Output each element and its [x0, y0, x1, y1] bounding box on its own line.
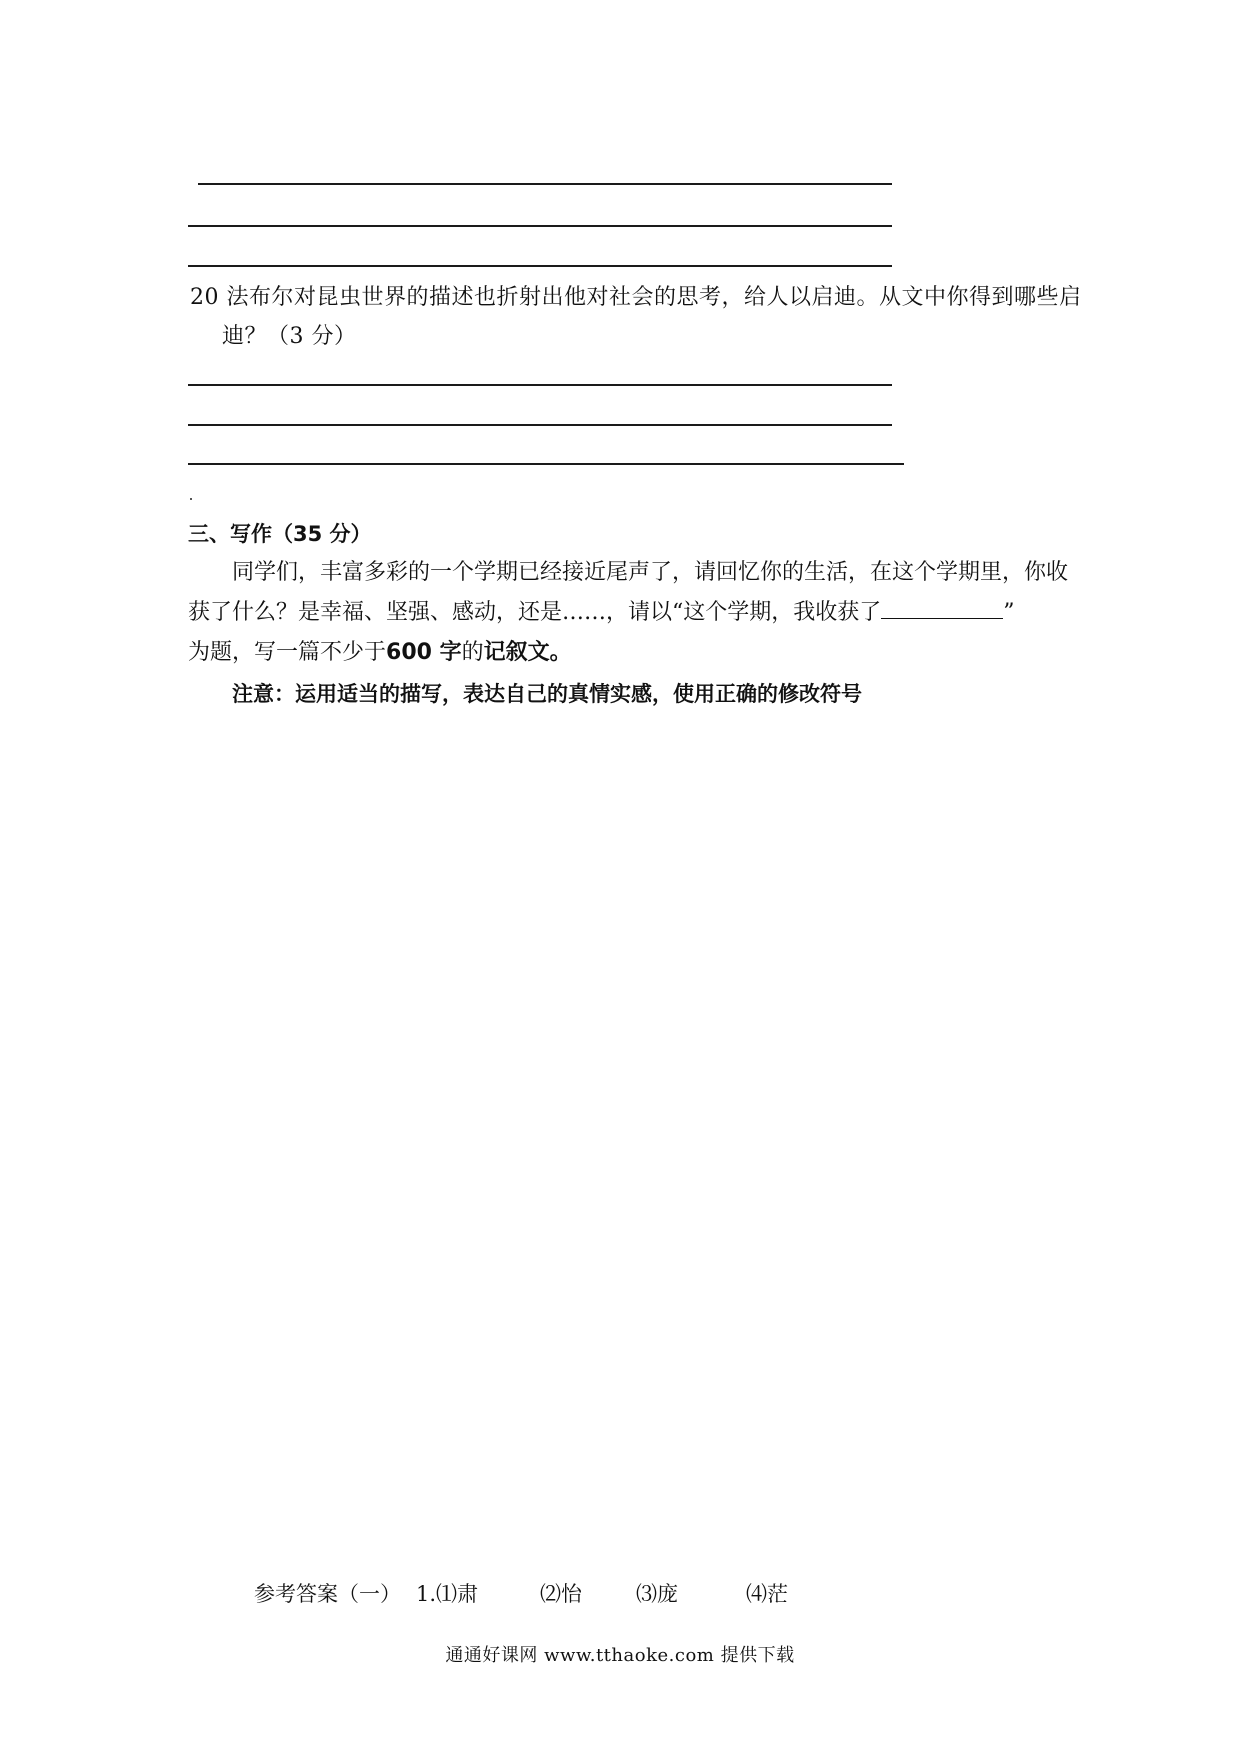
prompt-text: 为题，写一篇不少于 [188, 640, 387, 665]
writing-note [232, 677, 862, 711]
question-text: 法布尔对昆虫世界的描述也折射出他对社会的思考，给人以启迪。从文中你得到哪些启 [226, 285, 1082, 310]
question-number: 20 [190, 285, 219, 310]
prompt-text: ，请以“这个学期，我收获了 [606, 600, 882, 625]
writing-prompt-line1 [232, 556, 1068, 590]
answer-line-q20-2 [188, 424, 892, 426]
answer-item-4: ⑷茫 [746, 1582, 788, 1606]
writing-prompt-line3 [188, 636, 572, 670]
answer-item-3: ⑶庞 [636, 1582, 678, 1606]
note-text: 注意：运用适当的描写，表达自己的真情实感，使用正确的修改符号 [232, 682, 862, 706]
page-footer: 通通好课网 www.tthaoke.com 提供下载 [445, 1645, 795, 1666]
question-20-line1 [190, 281, 1082, 315]
question-20-line2 [222, 320, 357, 354]
answer-line-q20-3 [188, 463, 904, 465]
section-title: 三、写作（35 分） [188, 522, 372, 546]
question-text-cont: 迪？（3 分） [222, 324, 357, 349]
prompt-quote-close: ” [1003, 600, 1015, 625]
answer-line-q20-1 [188, 384, 892, 386]
writing-prompt-line2 [188, 596, 1015, 630]
answer-item-1: 1.⑴肃 [416, 1582, 479, 1606]
prompt-text: 的 [461, 640, 484, 665]
stray-dot [190, 498, 192, 500]
answer-item-2: ⑵怡 [540, 1582, 582, 1606]
title-blank [881, 596, 1003, 619]
answer-line-q19-2 [188, 225, 892, 227]
prompt-ellipsis: …… [562, 600, 607, 625]
answer-line-q19-1 [198, 183, 892, 185]
word-count: 600 字 [386, 640, 462, 665]
prompt-text: 同学们，丰富多彩的一个学期已经接近尾声了，请回忆你的生活，在这个学期里，你收 [232, 560, 1069, 585]
answer-line-q19-3 [188, 265, 892, 267]
answers-label: 参考答案（一） [254, 1582, 401, 1606]
genre: 记叙文。 [483, 640, 572, 665]
prompt-text: 获了什么？是幸福、坚强、感动，还是 [188, 600, 563, 625]
